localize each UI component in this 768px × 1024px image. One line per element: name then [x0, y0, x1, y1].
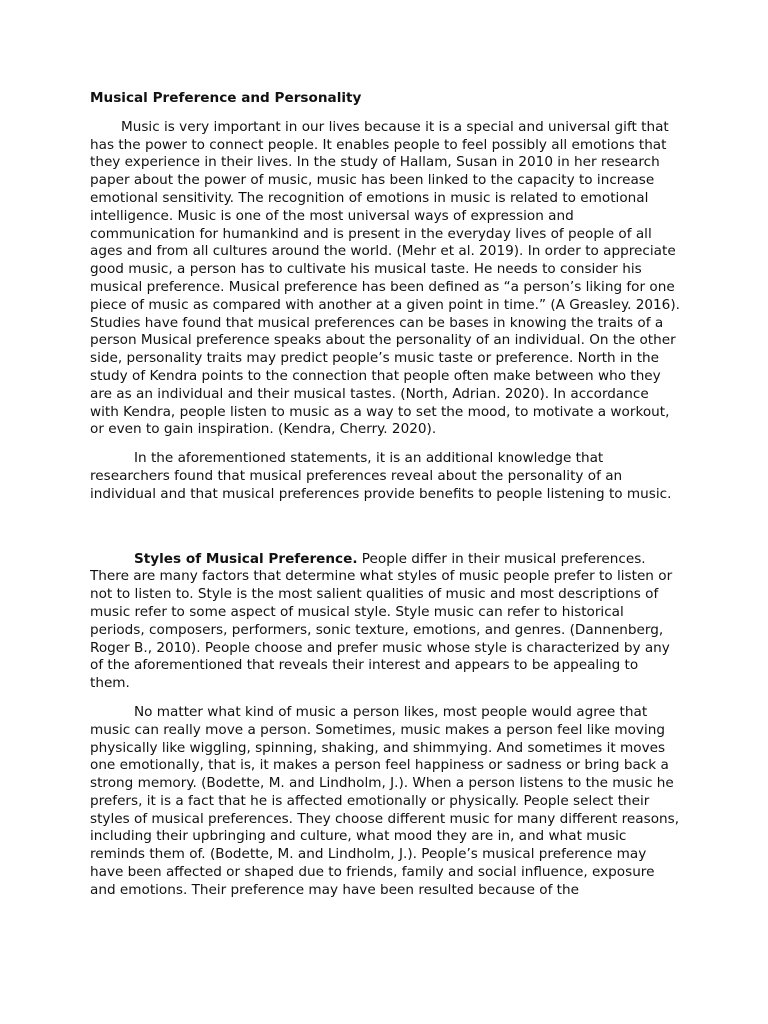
- paragraph-music-moves: No matter what kind of music a person likes, most people would agree that music can really move a person. Sometimes, music makes a person feel like moving physically like wiggling, spinning, shaking, and shimmying. And sometimes it moves one emotionally, that is, it makes a person feel happiness or sadness or bring back a strong memory. (Bodette, M. and Lindholm, J.). When a person listens to the music he prefers, it is a fact that he is affected emotionally or physically. People select their styles of musical preferences. They choose different music for many different reasons, including their upbringing and culture, what mood they are in, and what music reminds them of. (Bodette, M. and Lindholm, J.). People’s musical preference may have been affected or shaped due to friends, family and social influence, exposure and emotions. Their preference may have been resulted because of the: [90, 703, 680, 898]
- document-page: [90, 90, 680, 911]
- section-heading-styles: Styles of Musical Preference.: [134, 550, 358, 567]
- section-body-styles: People differ in their musical preferences. There are many factors that determine what styles of music people prefer to listen or not to listen to. Style is the most salient qualities of music and most descriptions of music refer to some aspect of musical style. Style music can refer to historical periods, composers, performers, sonic texture, emotions, and genres. (Dannenberg, Roger B., 2010). People choose and prefer music whose style is characterized by any of the aforementioned that reveals their interest and appears to be appealing to them.: [90, 550, 673, 692]
- section-gap: [90, 515, 680, 551]
- paragraph-styles: [90, 551, 680, 693]
- document-title: Musical Preference and Personality: [90, 90, 362, 106]
- paragraph-aforementioned: In the aforementioned statements, it is an additional knowledge that researchers found that musical preferences reveal about the personality of an individual and that musical preferences provide benefits to people listening to music.: [90, 450, 672, 502]
- paragraph-intro: Music is very important in our lives because it is a special and universal gift that has the power to connect people. It enables people to feel possibly all emotions that they experience in their lives. In the study of Hallam, Susan in 2010 in her research paper about the power of music, music has been linked to the capacity to increase emotional sensitivity. The recognition of emotions in music is related to emotional intelligence. Music is one of the most universal ways of expression and communication for humankind and is present in the everyday lives of people of all ages and from all cultures around the world. (Mehr et al. 2019). In order to appreciate good music, a person has to cultivate his musical taste. He needs to consider his musical preference. Musical preference has been defined as “a person’s liking for one piece of music as compared with another at a given point in time.” (A Greasley. 2016). Studies have found that musical preferences can be bases in knowing the traits of a person Musical preference speaks about the personality of an individual. On the other side, personality traits may predict people’s music taste or preference. North in the study of Kendra points to the connection that people often make between who they are as an individual and their musical tastes. (North, Adrian. 2020). In accordance with Kendra, people listen to music as a way to set the mood, to motivate a workout, or even to gain inspiration. (Kendra, Cherry. 2020).: [90, 118, 680, 438]
